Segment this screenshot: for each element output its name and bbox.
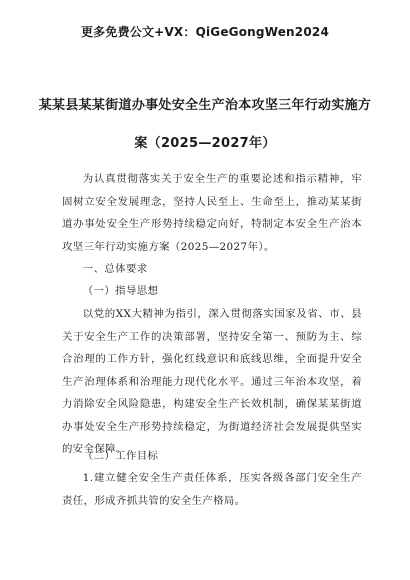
section-heading-general-requirements [62, 258, 362, 281]
title-line-1: 某某县某某街道办事处安全生产治本攻坚三年行动实施方 [38, 98, 372, 113]
guiding-ideology-text: 以党的XX大精神为指引，深入贯彻落实国家及省、市、县关于安全生产工作的决策部署，坚持安全第一、预防为主、综合治理的工作方针，强化红线意识和底线思维，全面提升安全生产治理体系和治理能力现代化水平。通过三年治本攻坚，着力消除安全风险隐患，构建安全生产长效机制，确保某某街道办事处安全生产形势持续稳定，为街道经济社会发展提供坚实的安全保障。 [62, 308, 362, 455]
subheading-work-goals [62, 445, 362, 468]
section-heading-text: 一、总体要求 [82, 263, 148, 275]
header-note: 更多免费公文+VX：QiGeGongWen2024 [80, 25, 329, 39]
intro-text: 为认真贯彻落实关于安全生产的重要论述和指示精神，牢固树立安全发展理念，坚持人民至上、生命至上，推动某某街道办事处安全生产形势持续稳定向好，特制定本安全生产治本攻坚三年行动实施方案（2025—2027年）。 [62, 173, 362, 253]
document-title [30, 87, 380, 163]
work-goal-text: 1.建立健全安全生产责任体系，压实各级各部门安全生产责任，形成齐抓共管的安全生产格局。 [62, 472, 362, 507]
work-goal-item-1 [62, 467, 362, 512]
subheading-text: （二）工作目标 [82, 450, 159, 462]
title-line-2: 案（2025—2027年） [134, 136, 276, 151]
subheading-text: （一）指导思想 [82, 285, 159, 297]
subheading-guiding-ideology [62, 280, 362, 303]
intro-paragraph [62, 168, 362, 258]
guiding-ideology-paragraph [62, 303, 362, 461]
